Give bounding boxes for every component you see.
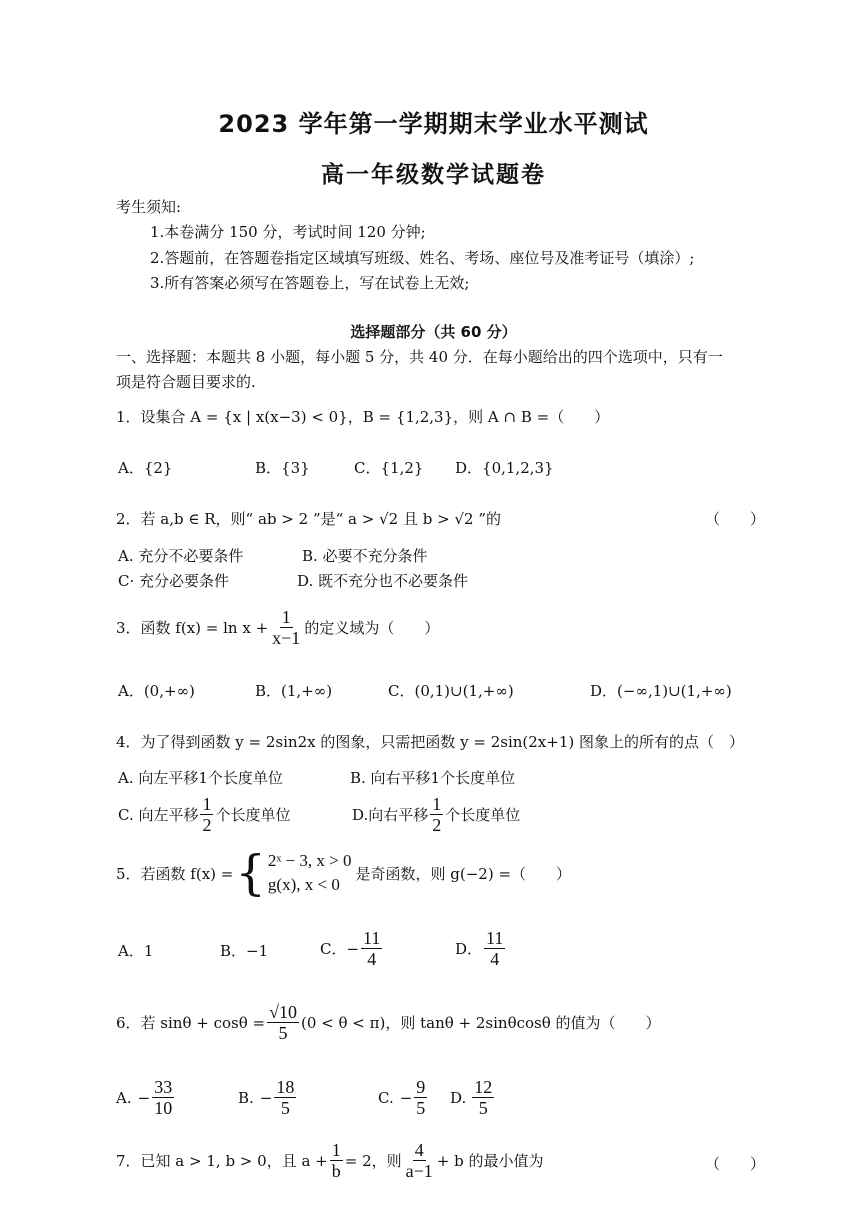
question-1-option-b: B．{3} bbox=[255, 459, 310, 477]
question-5-option-d-frac-den: 4 bbox=[490, 949, 500, 969]
question-2-option-d: D. 既不充分也不必要条件 bbox=[297, 572, 469, 590]
question-5-option-d-fraction bbox=[484, 928, 505, 969]
question-7-stem-mid: = 2，则 bbox=[344, 1152, 402, 1170]
question-3-option-c: C．(0,1)∪(1,+∞) bbox=[388, 682, 514, 700]
question-6-stem-pre: 6．若 sinθ + cosθ = bbox=[116, 1014, 266, 1032]
question-6-option-c bbox=[378, 1077, 429, 1118]
question-6-option-d bbox=[450, 1077, 496, 1118]
question-6-stem-post: (0 < θ < π)，则 tanθ + 2sinθcosθ 的值为（ ） bbox=[301, 1014, 661, 1032]
exam-title: 2023 学年第一学期期末学业水平测试 bbox=[218, 110, 649, 138]
question-6-option-b bbox=[238, 1077, 298, 1118]
question-6-option-a-fraction bbox=[152, 1077, 174, 1118]
question-7-frac-1-den: b bbox=[331, 1161, 341, 1181]
question-3-frac-num: 1 bbox=[281, 607, 291, 627]
question-5-stem bbox=[116, 845, 572, 901]
question-6-option-a-den: 10 bbox=[154, 1098, 173, 1118]
question-1-option-c: C．{1,2} bbox=[354, 459, 424, 477]
section-intro-line-1: 一、选择题：本题共 8 小题，每小题 5 分，共 40 分．在每小题给出的四个选项中，只有一 bbox=[116, 348, 723, 366]
question-2-answer-paren: （ ） bbox=[705, 510, 766, 528]
question-3-option-b: B．(1,+∞) bbox=[255, 682, 333, 700]
question-5-option-c-fraction bbox=[361, 928, 382, 969]
question-7-fraction-2 bbox=[404, 1140, 435, 1181]
question-3-stem-pre: 3．函数 f(x) = ln x + bbox=[116, 619, 269, 637]
question-4-option-d-pre: D.向右平移 bbox=[352, 806, 429, 824]
section-intro-line-2: 项是符合题目要求的. bbox=[116, 373, 256, 391]
question-4-option-c-fraction bbox=[200, 794, 213, 835]
question-3-stem bbox=[116, 607, 439, 648]
question-7-stem bbox=[116, 1140, 544, 1181]
question-4-option-c-frac-num: 1 bbox=[202, 794, 212, 814]
question-6-option-a-sign: − bbox=[137, 1088, 151, 1107]
question-5-stem-post: 是奇函数，则 g(−2) =（ ） bbox=[355, 864, 572, 883]
section-title: 选择题部分（共 60 分） bbox=[350, 323, 517, 341]
question-5-option-c-pre: C．− bbox=[320, 940, 360, 958]
question-4-option-b: B. 向右平移1个长度单位 bbox=[350, 769, 516, 787]
question-5-case-1: 2ˣ − 3, x > 0 bbox=[267, 851, 352, 870]
question-4-option-d bbox=[352, 794, 520, 835]
question-1-stem: 1．设集合 A = {x | x(x−3) < 0}，B = {1,2,3}，则 A ∩ B =（ ） bbox=[116, 408, 610, 426]
question-5-case-2: g(x), x < 0 bbox=[267, 875, 340, 894]
question-6-option-c-num: 9 bbox=[416, 1077, 426, 1097]
question-2-option-c: C· 充分必要条件 bbox=[118, 572, 230, 590]
question-6-option-c-fraction bbox=[414, 1077, 427, 1118]
question-7-frac-2-den: a−1 bbox=[405, 1161, 433, 1181]
question-7-stem-pre: 7．已知 a > 1, b > 0，且 a + bbox=[116, 1152, 328, 1170]
question-6-option-d-num: 12 bbox=[474, 1077, 493, 1097]
question-3-frac-den: x−1 bbox=[272, 628, 301, 648]
question-4-option-d-frac-den: 2 bbox=[432, 815, 442, 835]
question-3-stem-post: 的定义域为（ ） bbox=[304, 619, 440, 637]
question-6-option-d-fraction bbox=[472, 1077, 494, 1118]
question-4-option-d-fraction bbox=[430, 794, 443, 835]
question-4-option-d-frac-num: 1 bbox=[432, 794, 442, 814]
question-4-option-d-post: 个长度单位 bbox=[445, 806, 521, 824]
question-7-frac-1-num: 1 bbox=[331, 1140, 341, 1160]
question-7-fraction-1 bbox=[330, 1140, 343, 1181]
notice-item-3: 3.所有答案必须写在答题卷上，写在试卷上无效; bbox=[150, 274, 470, 292]
question-6-frac-den: 5 bbox=[278, 1023, 288, 1043]
question-7-frac-2-num: 4 bbox=[414, 1140, 424, 1160]
question-6-stem bbox=[116, 1002, 661, 1043]
question-6-fraction bbox=[267, 1002, 299, 1043]
question-2-option-b: B. 必要不充分条件 bbox=[302, 547, 428, 565]
question-2-stem: 2．若 a,b ∈ R，则“ ab > 2 ”是“ a > √2 且 b > √2 ”的 bbox=[116, 510, 501, 528]
question-5-option-d-pre: D． bbox=[455, 940, 483, 958]
question-4-option-c-post: 个长度单位 bbox=[215, 806, 291, 824]
question-4-option-c bbox=[118, 794, 291, 835]
question-1-option-a: A．{2} bbox=[118, 459, 173, 477]
question-5-option-b: B．−1 bbox=[220, 942, 269, 960]
question-5-cases bbox=[268, 849, 352, 897]
question-5-option-d-frac-num: 11 bbox=[486, 928, 504, 948]
question-6-option-a-label: A. bbox=[116, 1088, 132, 1107]
question-4-option-a: A. 向左平移1个长度单位 bbox=[118, 769, 283, 787]
question-6-option-b-fraction bbox=[274, 1077, 296, 1118]
question-3-option-d: D．(−∞,1)∪(1,+∞) bbox=[590, 682, 732, 700]
question-5-stem-pre: 5．若函数 f(x) = bbox=[116, 864, 234, 883]
question-6-option-b-den: 5 bbox=[280, 1098, 290, 1118]
question-6-option-a-num: 33 bbox=[154, 1077, 173, 1097]
question-6-option-b-sign: − bbox=[259, 1088, 273, 1107]
question-2-option-a: A. 充分不必要条件 bbox=[118, 547, 244, 565]
question-4-option-c-pre: C. 向左平移 bbox=[118, 806, 199, 824]
question-5-option-a: A．1 bbox=[118, 942, 154, 960]
question-6-option-d-den: 5 bbox=[478, 1098, 488, 1118]
question-3-option-a: A．(0,+∞) bbox=[118, 682, 195, 700]
question-6-option-a bbox=[116, 1077, 176, 1118]
question-7-stem-post: + b 的最小值为 bbox=[436, 1152, 544, 1170]
question-4-stem: 4．为了得到函数 y = 2sin2x 的图象，只需把函数 y = 2sin(2x+1) 图象上的所有的点（ ） bbox=[116, 733, 744, 751]
question-5-option-c bbox=[320, 928, 384, 969]
question-6-option-c-sign: − bbox=[399, 1088, 413, 1107]
notice-item-1: 1.本卷满分 150 分，考试时间 120 分钟; bbox=[150, 223, 426, 241]
question-3-fraction bbox=[270, 607, 302, 648]
question-6-option-d-label: D. bbox=[450, 1088, 467, 1107]
notice-item-2: 2.答题前，在答题卷指定区域填写班级、姓名、考场、座位号及准考证号（填涂）; bbox=[150, 249, 695, 267]
question-6-option-b-label: B. bbox=[238, 1088, 254, 1107]
question-4-option-c-frac-den: 2 bbox=[202, 815, 212, 835]
question-6-option-c-den: 5 bbox=[416, 1098, 426, 1118]
question-6-frac-num: √10 bbox=[269, 1002, 297, 1022]
question-5-option-d bbox=[455, 928, 507, 969]
question-5-option-c-frac-num: 11 bbox=[363, 928, 381, 948]
question-7-answer-paren: （ ） bbox=[705, 1155, 766, 1173]
question-5-option-c-frac-den: 4 bbox=[367, 949, 377, 969]
notice-heading: 考生须知: bbox=[116, 198, 182, 216]
exam-subtitle: 高一年级数学试题卷 bbox=[321, 162, 546, 188]
question-1-option-d: D．{0,1,2,3} bbox=[455, 459, 554, 477]
question-6-option-b-num: 18 bbox=[276, 1077, 295, 1097]
left-brace-icon: { bbox=[235, 845, 266, 901]
question-6-option-c-label: C. bbox=[378, 1088, 394, 1107]
